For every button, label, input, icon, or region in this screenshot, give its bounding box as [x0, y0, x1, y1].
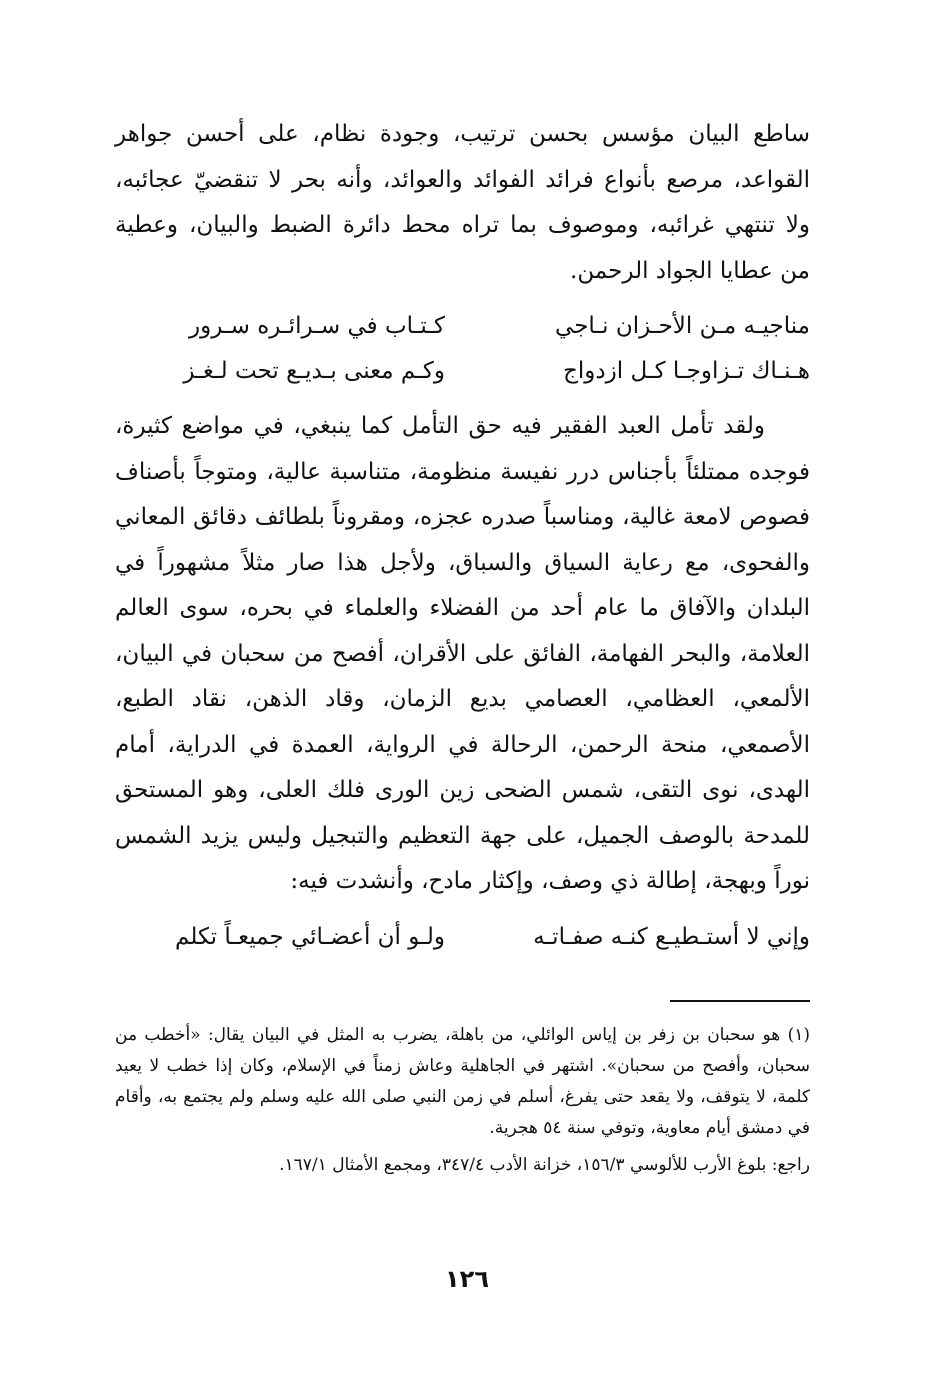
footnote-reference: راجع: بلوغ الأرب للألوسي ١٥٦/٣، خزانة الأدب ٣٤٧/٤، ومجمع الأمثال ١٦٧/١. — [279, 1154, 810, 1175]
verse-hemistich: مناجيـه مـن الأحـزان نـاجي — [555, 313, 810, 339]
footnote-divider — [670, 1000, 810, 1002]
page-number: ١٢٦ — [445, 1265, 489, 1293]
verse-line — [115, 349, 810, 394]
page-content — [115, 112, 810, 1181]
verse-hemistich: كـتـاب في سـرائـره سـرور — [188, 313, 445, 339]
verse-hemistich: وإني لا أستـطيـع كنـه صفـاتـه — [533, 923, 810, 950]
paragraph-main: ولقد تأمل العبد الفقير فيه حق التأمل كما ينبغي، في مواضع كثيرة، فوجده ممتلئاً بأجناس درر نفيسة منظومة، متناسبة عالية، ومتوجاً بأصناف فصوص لامعة غالية، ومناسباً صدره عجزه، ومقروناً بلطائف دقائق المعاني والفحوى، مع رعاية السياق والسباق، ولأجل هذا صار مثلاً مشهوراً في البلدان والآفاق ما عام أحد من الفضلاء والعلماء في بحره، سوى العالم العلامة، والبحر الفهامة، الفائق على الأقران، أفصح من سحبان في البيان، الألمعي، العظامي، العصامي بديع الزمان، وقاد الذهن، نقاد الطبع، الأصمعي، منحة الرحمن، الرحالة في الرواية، العمدة في الدراية، أمام الهدى، نوى التقى، شمس الضحى زين الورى فلك العلى، وهو المستحق للمدحة بالوصف الجميل، على جهة التعظيم والتبجيل وليس يزيد الشمس نوراً وبهجة، إطالة ذي وصف، وإكثار مادح، وأنشدت فيه: — [115, 413, 810, 894]
verse-line — [115, 304, 810, 349]
paragraph-intro: ساطع البيان مؤسس بحسن ترتيب، وجودة نظام، على أحسن جواهر القواعد، مرصع بأنواع فرائد الفوائد والعوائد، وأنه بحر لا تنقضيّ عجائبه، ولا تنتهي غرائبه، وموصوف بما تراه محط دائرة الضبط والبيان، وعطية من عطايا الجواد الرحمن. — [115, 121, 810, 284]
verse-hemistich: هـنـاك تـزاوجـا كـل ازدواج — [563, 358, 810, 384]
verse-hemistich: ولـو أن أعضـائي جميعـاً تكلم — [175, 923, 445, 950]
verse-line — [115, 915, 810, 960]
footnote-1: (١) هو سحبان بن زفر بن إياس الوائلي، من باهلة، يضرب به المثل في البيان يقال: «أخطب من سحبان، وأفصح من سحبان». اشتهر في الجاهلية وعاش زمناً في الإسلام، وكان إذا خطب لا يعيد كلمة، لا يتوقف، ولا يقعد حتى يفرغ، أسلم في زمن النبي صلى الله عليه وسلم ولم يجتمع به، وأقام في دمشق أيام معاوية، وتوفي سنة ٥٤ هجرية. — [115, 1024, 810, 1138]
verse-hemistich: وكـم معنى بـديـع تحت لـغـز — [183, 358, 445, 384]
